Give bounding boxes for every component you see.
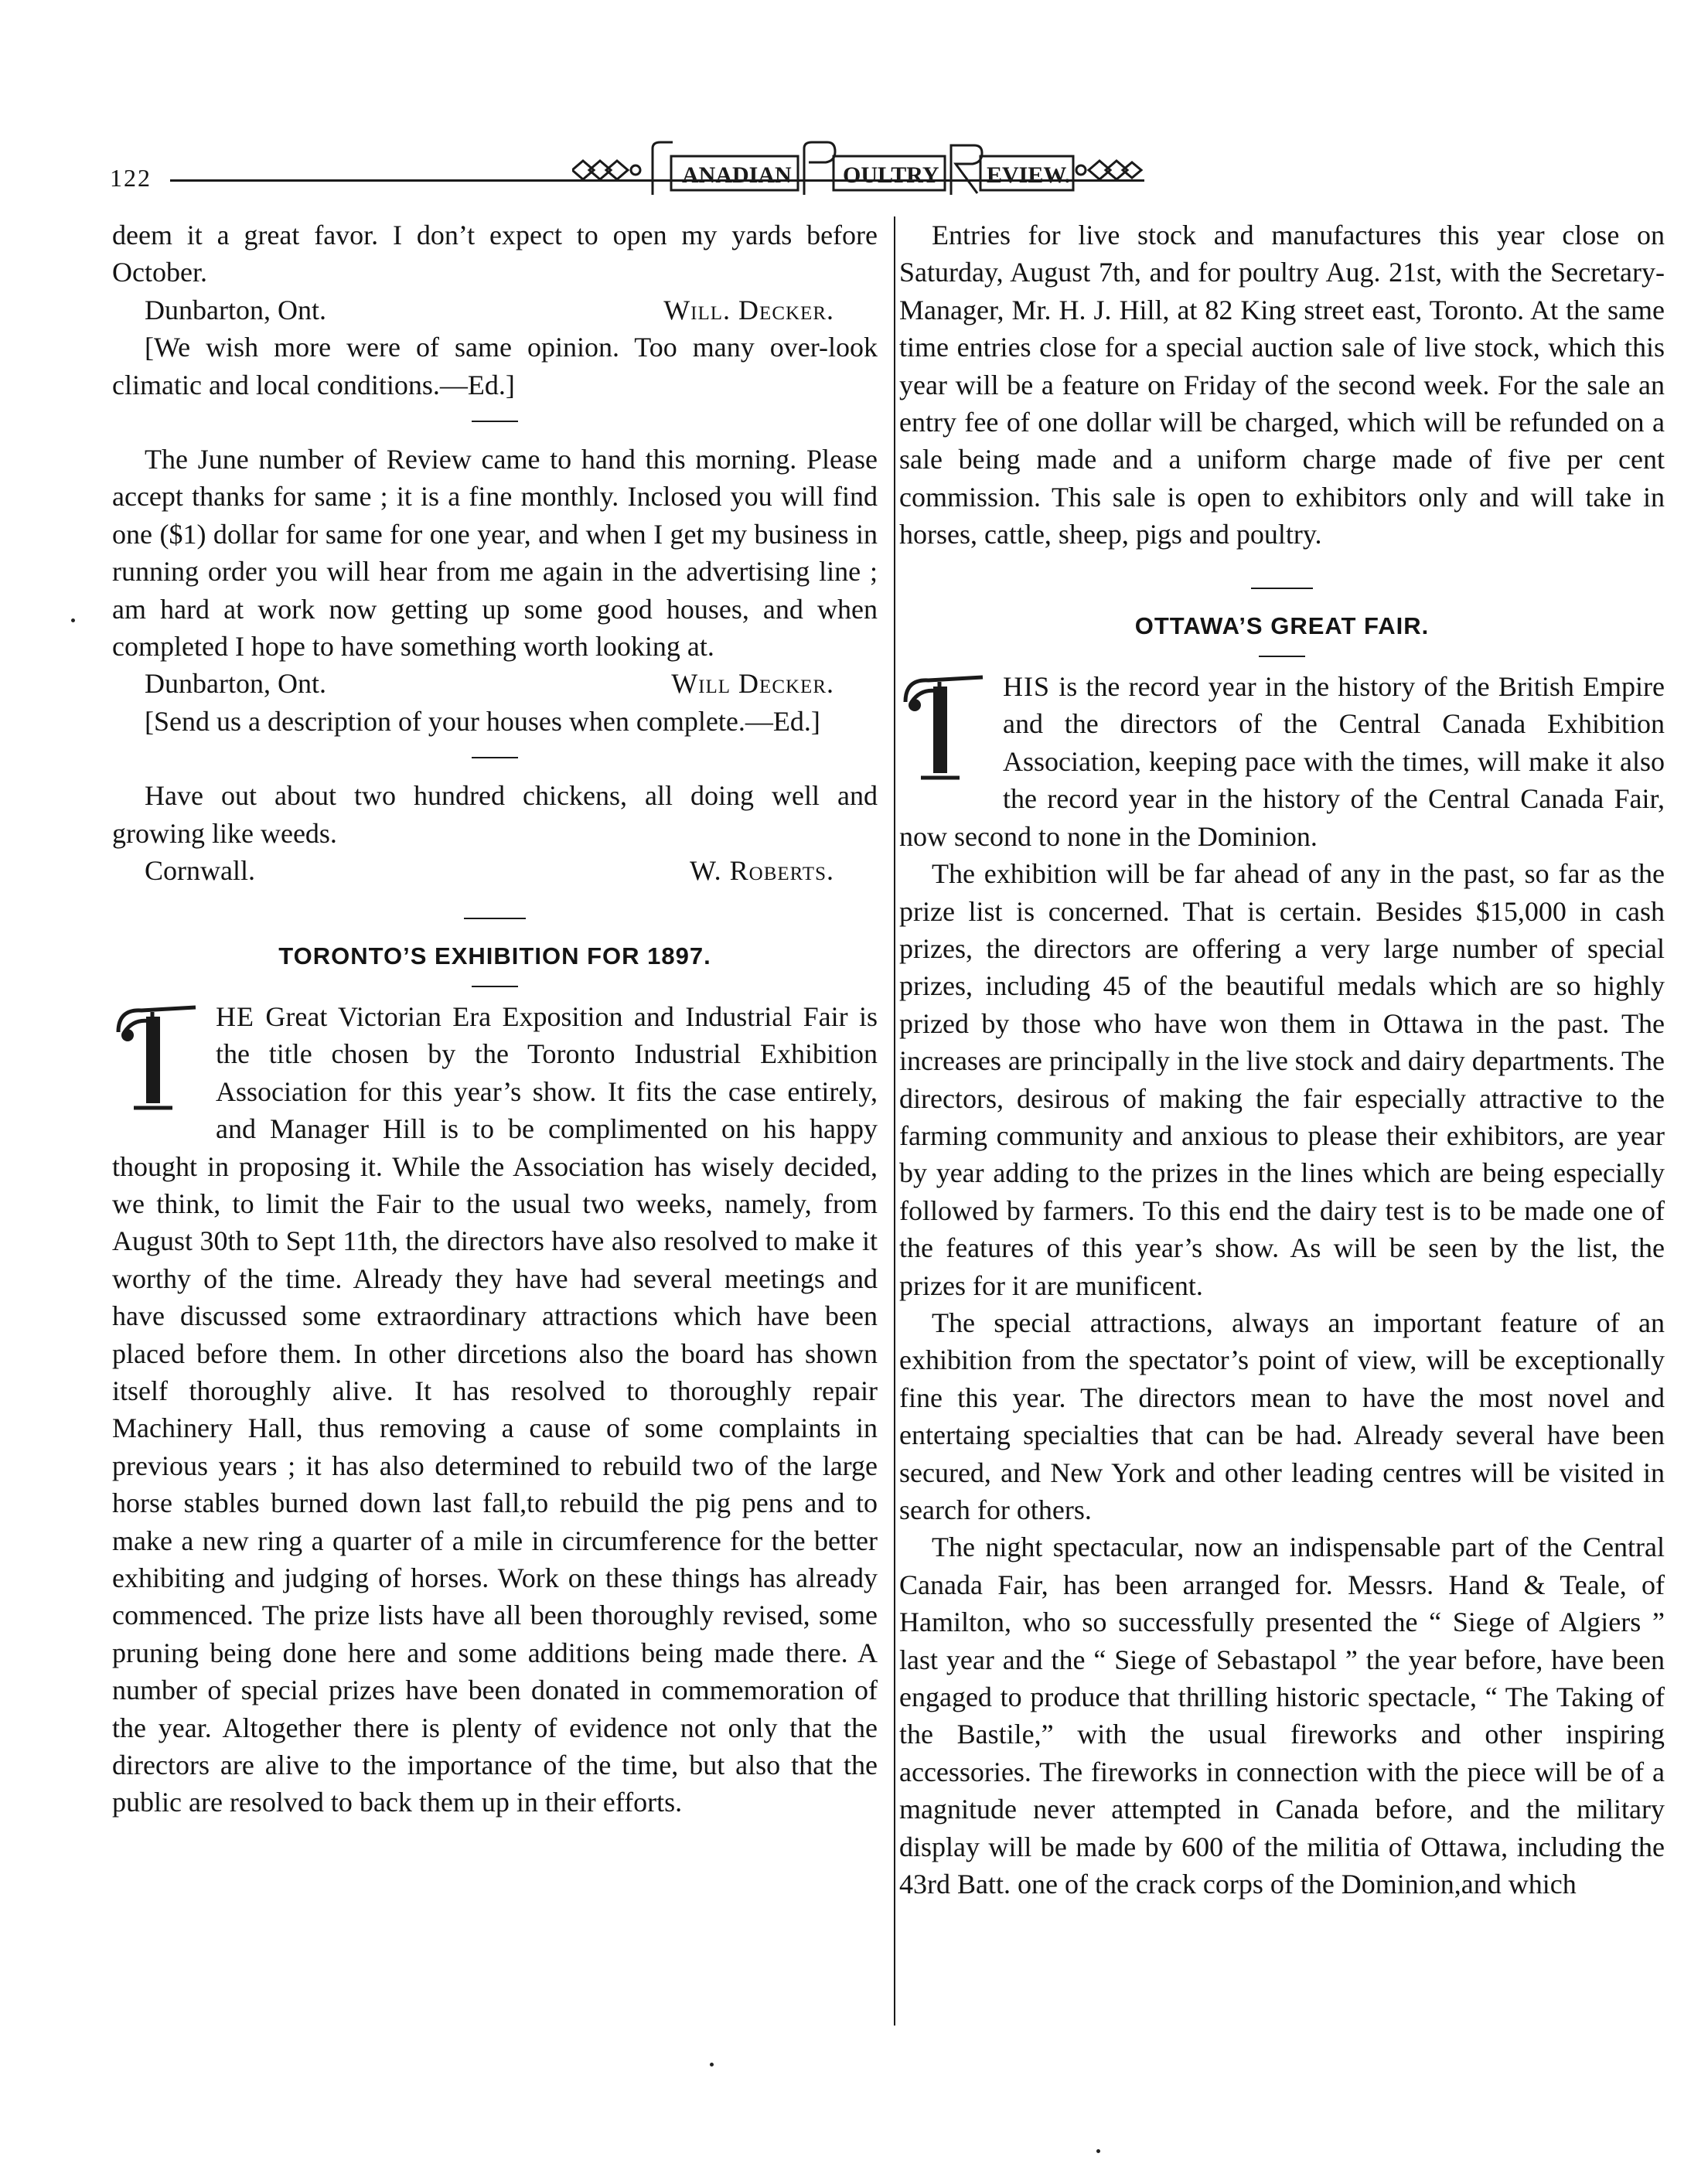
- article-paragraph: Entries for live stock and manufactures this year close on Saturday, August 7th, and for poultry Aug. 21st, with the Secretary-Manager, Mr. H. J. Hill, at 82 King street east, Toronto. At the same time entries close for a special auction sale of live stock, which this year will be a feature on Friday of the second week. For the sale an entry fee of one dollar will be charged, which will be refunded on a sale being made and a uniform charge made of five per cent commission. This sale is open to exhibitors only and will take in horses, cattle, sheep, pigs and poultry.: [899, 220, 1665, 550]
- stray-mark: [710, 2063, 714, 2066]
- separator-rule: [464, 918, 526, 919]
- separator-rule: [472, 757, 518, 758]
- separator-rule: [472, 986, 518, 987]
- article-paragraph: The exhibition will be far ahead of any in the past, so far as the prize list is concerned. That is certain. Besides $15,000 in cash prizes, the directors are offering a very large number of special prizes, including 45 of the beautiful medals which are so highly prized by those who have won them in Ottawa in the past. The increases are principally in the live stock and dairy departments. The directors, desirous of making the fair especially attractive to the farming community and anxious to please their exhibitors, are year by year adding to the prizes in the lines which are being especially followed by farmers. To this end the dairy test is to be made one of the features of this year’s show. As will be seen by the list, the prizes for it are munificent.: [899, 858, 1665, 1301]
- letter-paragraph: The June number of Review came to hand this morning. Please accept thanks for same ; it is a fine monthly. Inclosed you will find one ($1) dollar for same for one year, and when I get my business in running order you will hear from me again in the advertising line ; am hard at work now getting up some good houses, and when completed I hope to have something worth looking at.: [112, 444, 878, 663]
- article-body: [112, 998, 878, 1821]
- right-column: [899, 216, 1665, 1903]
- svg-text:ANADIAN: ANADIAN: [682, 162, 792, 188]
- svg-text:OULTRY: OULTRY: [843, 162, 939, 188]
- signature-place: Dunbarton, Ont.: [145, 294, 326, 325]
- article-lead-caps: HE: [216, 1000, 254, 1032]
- separator-rule: [1259, 656, 1305, 657]
- signature-name: Will. Decker.: [663, 294, 834, 325]
- signature-line: [112, 852, 878, 889]
- signature-place: Dunbarton, Ont.: [145, 668, 326, 700]
- separator-rule: [472, 421, 518, 422]
- decorative-masthead-icon: [572, 139, 1144, 201]
- column-divider: [894, 216, 895, 2026]
- article-body: [899, 668, 1665, 855]
- article-heading: OTTAWA’S GREAT FAIR.: [1134, 612, 1430, 639]
- ornate-letter-t-icon: [898, 671, 990, 787]
- stray-mark: [1096, 2149, 1100, 2153]
- article-paragraph: The special attractions, always an important feature of an exhibition from the spectator’s point of view, will be exceptionally fine this year. The directors mean to have the most novel and entertaing specialties that can be had. Already several have been secured, and New York and other leading centres will be visited in search for others.: [899, 1307, 1665, 1525]
- svg-text:EVIEW.: EVIEW.: [987, 162, 1071, 188]
- masthead-rule: [170, 179, 1144, 182]
- letter-paragraph: Have out about two hundred chickens, all doing well and growing like weeds.: [112, 780, 878, 849]
- signature-place: Cornwall.: [145, 855, 255, 887]
- signature-name: Will Decker.: [671, 668, 834, 700]
- article-heading: TORONTO’S EXHIBITION FOR 1897.: [278, 942, 711, 969]
- signature-line: [112, 665, 878, 702]
- article-lead-caps: HIS: [1003, 671, 1051, 703]
- editor-note: [Send us a description of your houses when complete.—Ed.]: [145, 705, 820, 737]
- signature-line: [112, 291, 878, 329]
- article-text: is the record year in the history of the British Empire and the directors of the Central Canada Exhibition Association, keeping pace with the times, will make it also the record year in the history of the Central Canada Fair, now second to none in the Dominion.: [899, 671, 1665, 852]
- ornate-letter-t-icon: [111, 1001, 203, 1117]
- left-column: [112, 216, 878, 1821]
- stray-mark: [71, 618, 75, 622]
- editor-note: [We wish more were of same opinion. Too many over-look climatic and local conditions.—Ed.]: [112, 332, 878, 400]
- article-text: Great Victorian Era Exposition and Industrial Fair is the title chosen by the Toronto Industrial Exhibition Association for this year’s show. It fits the case entirely, and Manager Hill is to be complimented on his happy thought in proposing it. While the Association has wisely decided, we think, to limit the Fair to the usual two weeks, namely, from August 30th to Sept 11th, the directors have also resolved to make it worthy of the time. Already they have had several meetings and have discussed some extraordinary attractions which have been placed before them. In other dircetions also the board has shown itself thoroughly alive. It has resolved to thoroughly repair Machinery Hall, thus removing a cause of some complaints in previous years ; it has also determined to rebuild two of the large horse stables burned down last fall,to rebuild the pig pens and to make a new ring a quarter of a mile in circumference for the better exhibiting and judging of horses. Work on these things has already commenced. The prize lists have all been thoroughly revised, some pruning being done here and some additions being made there. A number of special prizes have been donated in commemoration of the year. Altogether there is plenty of evidence not only that the directors are alive to the importance of the time, but also that the public are resolved to back them up in their efforts.: [112, 1000, 878, 1818]
- separator-rule: [1251, 588, 1313, 589]
- letter-paragraph: deem it a great favor. I don’t expect to open my yards before October.: [112, 220, 878, 288]
- signature-name: W. Roberts.: [689, 855, 834, 887]
- page-number: 122: [110, 164, 152, 192]
- masthead: [572, 139, 1144, 201]
- article-paragraph: The night spectacular, now an indispensable part of the Central Canada Fair, has been arranged for. Messrs. Hand & Teale, of Hamilton, who so successfully presented the “ Siege of Algiers ” last year and the “ Siege of Sebastapol ” the year before, have been engaged to produce that thrilling historic spectacle, “ The Taking of the Bastile,” with the usual fireworks and other inspiring accessories. The fireworks in connection with the piece will be of a magnitude never attempted in Canada before, and the military display will be made by 600 of the militia of Ottawa, including the 43rd Batt. one of the crack corps of the Dominion,and which: [899, 1532, 1665, 1900]
